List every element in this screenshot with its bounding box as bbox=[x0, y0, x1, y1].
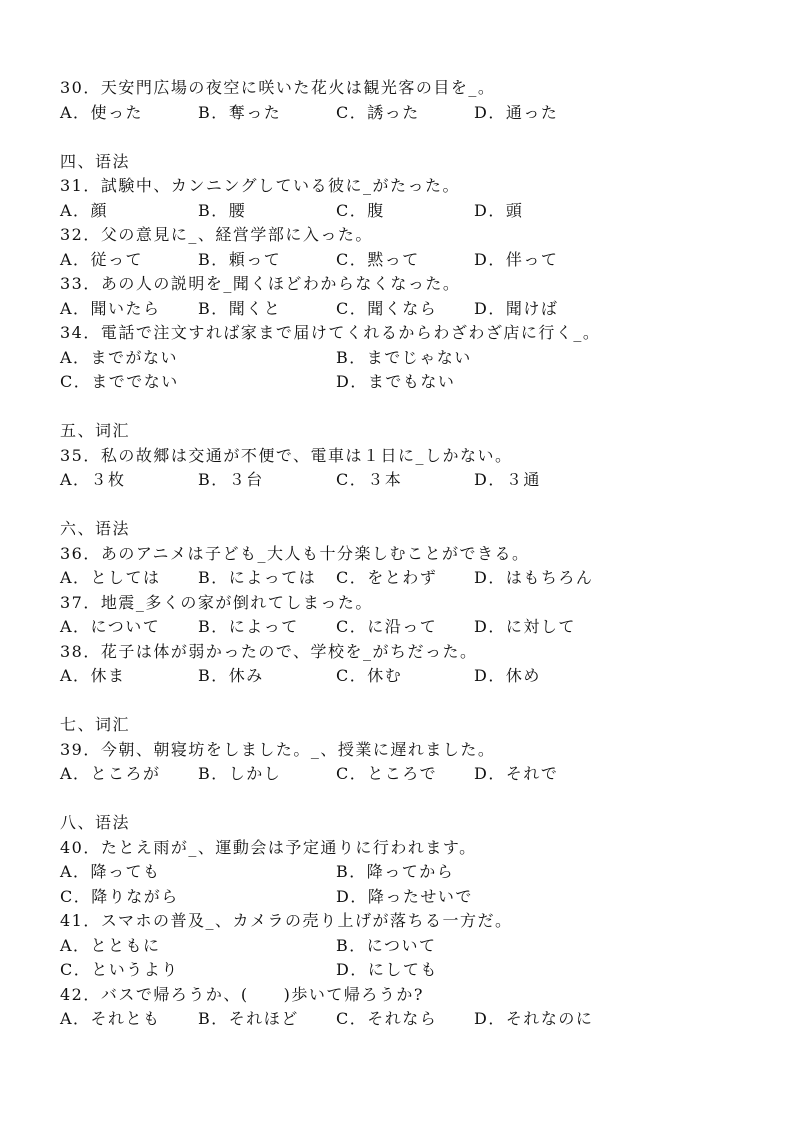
answer-option: A．としては bbox=[60, 568, 161, 587]
answer-option: A．聞いたら bbox=[60, 298, 161, 318]
answer-option: D．に対して bbox=[474, 617, 576, 636]
answer-option: B．頼って bbox=[198, 249, 282, 269]
answer-option: B．聞くと bbox=[198, 298, 282, 318]
answer-option: B．によっては bbox=[198, 568, 317, 587]
answer-options-row bbox=[60, 885, 760, 910]
section-heading: 八、语法 bbox=[60, 813, 131, 832]
answer-option: D．降ったせいで bbox=[336, 886, 473, 906]
answer-option: C．まででない bbox=[60, 372, 179, 391]
answer-option: C．それなら bbox=[336, 1009, 438, 1028]
question-text: 36．あのアニメは子ども_大人も十分楽しむことができる。 bbox=[60, 543, 530, 563]
answer-option: B．までじゃない bbox=[336, 347, 472, 367]
section-heading: 七、词汇 bbox=[60, 715, 131, 734]
question-text: 38．花子は体が弱かったので、学校を_がちだった。 bbox=[60, 641, 478, 661]
answer-options-row bbox=[60, 1007, 760, 1032]
answer-option: A．使った bbox=[60, 102, 144, 122]
answer-options-row bbox=[60, 958, 760, 983]
spacer bbox=[60, 125, 760, 150]
answer-option: A．顔 bbox=[60, 200, 109, 220]
answer-option: B．奪った bbox=[198, 102, 282, 122]
answer-option: A．休ま bbox=[60, 666, 126, 685]
spacer bbox=[60, 395, 760, 420]
answer-option: A．降っても bbox=[60, 862, 161, 881]
answer-option: D．３通 bbox=[474, 470, 541, 489]
answer-option: A．３枚 bbox=[60, 470, 126, 489]
answer-options-row bbox=[60, 664, 760, 689]
answer-option: A．までがない bbox=[60, 347, 179, 367]
answer-options-row bbox=[60, 248, 760, 273]
answer-option: B．について bbox=[336, 935, 437, 955]
question-text: 31．試験中、カンニングしている彼に_がたった。 bbox=[60, 176, 461, 195]
question-text: 42．バスで帰ろうか、( )歩いて帰ろうか? bbox=[60, 984, 424, 1004]
answer-option: C．というより bbox=[60, 960, 179, 979]
answer-option: D．にしても bbox=[336, 960, 438, 979]
answer-option: D．聞けば bbox=[474, 298, 559, 318]
answer-options-row bbox=[60, 346, 760, 371]
answer-options-row bbox=[60, 934, 760, 959]
spacer bbox=[60, 787, 760, 812]
answer-option: C．聞くなら bbox=[336, 298, 438, 318]
question-text: 39．今朝、朝寝坊をしました。_、授業に遅れました。 bbox=[60, 739, 496, 759]
answer-option: D．それで bbox=[474, 764, 559, 783]
answer-option: A．従って bbox=[60, 249, 144, 269]
answer-option: C．休む bbox=[336, 666, 403, 685]
answer-option: A．について bbox=[60, 617, 161, 636]
spacer bbox=[60, 689, 760, 714]
exam-page bbox=[60, 76, 760, 1032]
answer-option: D．頭 bbox=[474, 200, 524, 220]
answer-option: A．それとも bbox=[60, 1009, 161, 1028]
answer-option: C．ところで bbox=[336, 764, 438, 783]
answer-option: C．誘った bbox=[336, 102, 420, 122]
section-heading: 六、语法 bbox=[60, 519, 131, 538]
answer-option: B．それほど bbox=[198, 1009, 299, 1028]
answer-options-row bbox=[60, 468, 760, 493]
question-text: 37．地震_多くの家が倒れてしまった。 bbox=[60, 592, 373, 612]
answer-option: C．黙って bbox=[336, 249, 420, 269]
answer-option: B．休み bbox=[198, 666, 264, 685]
answer-options-row bbox=[60, 199, 760, 224]
answer-option: D．通った bbox=[474, 102, 559, 122]
answer-options-row bbox=[60, 297, 760, 322]
answer-options-row bbox=[60, 101, 760, 126]
answer-option: C．降りながら bbox=[60, 886, 179, 906]
answer-option: C．腹 bbox=[336, 200, 385, 220]
answer-option: D．伴って bbox=[474, 249, 559, 269]
answer-option: B．によって bbox=[198, 617, 299, 636]
answer-option: B．降ってから bbox=[336, 862, 455, 881]
answer-option: D．までもない bbox=[336, 372, 456, 391]
answer-option: A．とともに bbox=[60, 935, 161, 955]
answer-options-row bbox=[60, 615, 760, 640]
answer-option: B．しかし bbox=[198, 764, 282, 783]
section-heading: 五、词汇 bbox=[60, 421, 131, 440]
answer-option: A．ところが bbox=[60, 764, 161, 783]
answer-option: D．はもちろん bbox=[474, 568, 594, 587]
question-text: 32．父の意見に_、経営学部に入った。 bbox=[60, 225, 373, 244]
question-text: 40．たとえ雨が_、運動会は予定通りに行われます。 bbox=[60, 837, 477, 857]
answer-options-row bbox=[60, 860, 760, 885]
answer-option: C．３本 bbox=[336, 470, 403, 489]
answer-options-row bbox=[60, 566, 760, 591]
answer-option: D．休め bbox=[474, 666, 541, 685]
answer-option: C．に沿って bbox=[336, 617, 438, 636]
spacer bbox=[60, 493, 760, 518]
answer-option: C．をとわず bbox=[336, 568, 438, 587]
question-text: 35．私の故郷は交通が不便で、電車は１日に_しかない。 bbox=[60, 445, 513, 465]
answer-options-row bbox=[60, 762, 760, 787]
question-text: 30．天安門広場の夜空に咲いた花火は観光客の目を_。 bbox=[60, 78, 496, 97]
question-text: 34．電話で注文すれば家まで届けてくれるからわざわざ店に行く_。 bbox=[60, 323, 601, 342]
section-heading: 四、语法 bbox=[60, 151, 131, 171]
answer-options-row bbox=[60, 370, 760, 395]
question-text: 33．あの人の説明を_聞くほどわからなくなった。 bbox=[60, 274, 461, 293]
question-text: 41．スマホの普及_、カメラの売り上げが落ちる一方だ。 bbox=[60, 911, 513, 930]
answer-option: D．それなのに bbox=[474, 1009, 594, 1028]
answer-option: B．腰 bbox=[198, 200, 247, 220]
answer-option: B．３台 bbox=[198, 470, 264, 489]
